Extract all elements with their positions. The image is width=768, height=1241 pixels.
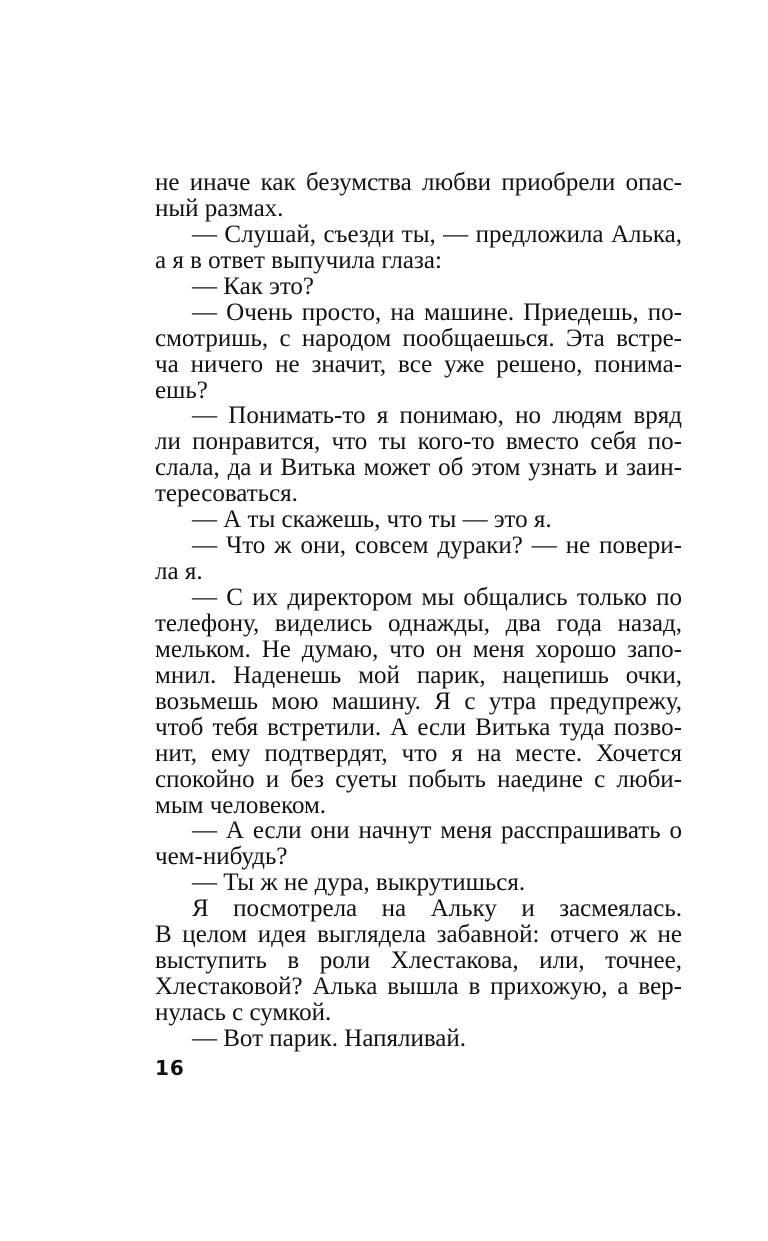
text-line: — Как это? <box>192 273 315 300</box>
text-line: нит, ему подтвердят, что я на месте. Хочется <box>155 740 682 767</box>
text-line: смотришь, с народом пообщаешься. Эта встре- <box>155 325 682 352</box>
text-line: чтоб тебя встретили. А если Витька туда позво- <box>155 714 682 741</box>
text-line: спокойно и без суеты побыть наедине с люби- <box>155 766 682 793</box>
text-line: слала, да и Витька может об этом узнать и заин- <box>155 455 682 482</box>
text-line: В целом идея выглядела забавной: отчего ж не <box>155 922 682 949</box>
text-line: возьмешь мою машину. Я с утра предупрежу, <box>155 688 682 715</box>
text-line: Хлестаковой? Алька вышла в прихожую, а вер- <box>155 974 682 1000</box>
text-line: нулась с сумкой. <box>155 1000 332 1026</box>
text-line: — Слушай, съезди ты, — предложила Алька, <box>192 221 682 248</box>
page-text <box>155 170 682 1052</box>
text-line: — А если они начнут меня расспрашивать о <box>192 818 682 845</box>
text-line: ный размах. <box>155 195 284 222</box>
text-line: — Очень просто, на машине. Приедешь, по- <box>192 299 682 326</box>
text-line: не иначе как безумства любви приобрели опас- <box>155 170 682 196</box>
text-line: мым человеком. <box>155 792 327 819</box>
text-line: — А ты скажешь, что ты — это я. <box>192 507 552 534</box>
text-line: — Ты ж не дура, выкрутишься. <box>192 870 526 897</box>
text-line: чем-нибудь? <box>155 844 288 871</box>
text-line: телефону, виделись однажды, два года назад, <box>155 610 682 637</box>
text-line: — Вот парик. Напяливай. <box>192 1025 467 1052</box>
text-line: — С их директором мы общались только по <box>192 585 682 611</box>
text-line: выступить в роли Хлестакова, или, точнее, <box>155 948 682 975</box>
text-line: Я посмотрела на Альку и засмеялась. <box>192 896 682 923</box>
text-line: — Понимать-то я понимаю, но людям вряд <box>192 403 682 430</box>
text-line: мельком. Не думаю, что он меня хорошо запо- <box>155 636 682 663</box>
text-line: а я в ответ выпучила глаза: <box>155 247 442 274</box>
page-number: 16 <box>155 1056 185 1080</box>
text-line: ла я. <box>155 559 203 585</box>
text-line: ли понравится, что ты кого-то вместо себя по- <box>155 429 682 456</box>
text-line: тересоваться. <box>155 481 298 508</box>
text-line: — Что ж они, совсем дураки? — не повери- <box>192 533 682 560</box>
text-line: ча ничего не значит, все уже решено, понима- <box>155 351 682 378</box>
text-line: мнил. Наденешь мой парик, нацепишь очки, <box>155 662 682 689</box>
text-line: ешь? <box>155 377 208 404</box>
